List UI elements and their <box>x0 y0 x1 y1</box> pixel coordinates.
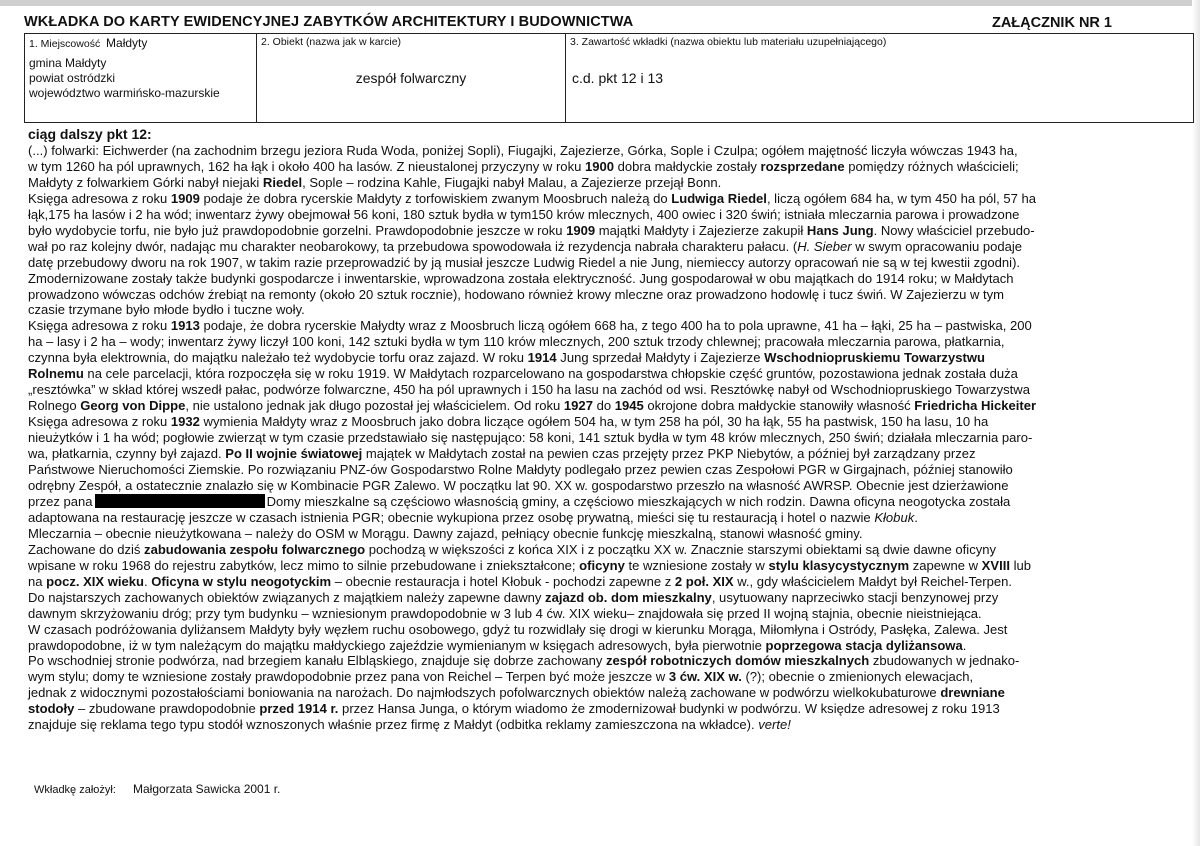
body-line <box>28 255 1172 271</box>
locality-cell <box>25 34 257 122</box>
body-line <box>28 191 1172 207</box>
text-run: Jung sprzedał Małdyty i Zajezierze <box>556 350 765 366</box>
bold-text: zabudowania zespołu folwarcznego <box>144 541 366 557</box>
body-line <box>28 558 1172 574</box>
body-line <box>28 159 1172 175</box>
body-line <box>28 510 1172 526</box>
text-run: Rolnego <box>28 398 81 414</box>
bold-text: 1913 <box>170 318 200 334</box>
text-run: adaptowana na restaurację jeszcze w czasach istnienia PGR; obecnie wykupiona przez osobę prywatną, mieści się tu restauracją i hotel o nazwie <box>28 509 875 525</box>
text-run: Księga adresowa z roku <box>28 190 171 206</box>
text-run: – zbudowane prawdopodobnie <box>74 701 260 717</box>
text-run: czasie trzymane było młode bydło i tuczne woły. <box>28 302 305 318</box>
text-run: (?); obecnie o zmienionych elewacjach, <box>741 669 974 685</box>
scan-right-edge <box>1192 0 1200 846</box>
body-line <box>28 318 1172 334</box>
italic-text: verte! <box>754 717 791 733</box>
text-run: Państwowe Nieruchomości Ziemskie. Po rozwiązaniu PNZ-ów Gospodarstwo Rolne Małdyty podlegało przez pewien czas Zespołowi PGR w Girgajnach, później stanowiło <box>28 462 1013 478</box>
text-run: podaje, że dobra rycerskie Małydty wraz z Moosbruch liczą ogółem 668 ha, z tego 400 ha to pola uprawne, 41 ha – łąki, 25 ha – pastwiska, 200 <box>199 318 1032 334</box>
text-run: pomiędzy różnych właścicieli; <box>844 158 1019 174</box>
body-line <box>28 606 1172 622</box>
bold-text: 1927 <box>563 398 593 414</box>
body-line <box>28 574 1172 590</box>
body-line <box>28 685 1172 701</box>
text-run: , Sople – rodzina Kahle, Fiugajki nabył Malau, a Zajezierze przejął Bonn. <box>302 174 722 190</box>
text-run: „resztówka” w skład której wszedł pałac, podwórze folwarczne, 450 ha pól uprawnych i 150 ha lasu na zachód od wsi. Resztówkę nabył od Wschodniopruskiego Towarzystwa <box>28 382 1030 398</box>
text-run: Zachowane do dziś <box>28 541 145 557</box>
text-run: Domy mieszkalne są częściowo własnością gminy, a częściowo mieszkających w nich rodzin. Dawna oficyna neogotycka została <box>266 493 1011 509</box>
text-run: na cele parcelacji, która rozpoczęła się w roku 1919. W Małdytach rozparcelowano na gospodarstwa chłopskie część gruntów, pozostawiona jednak została duża <box>83 366 1018 382</box>
text-run: W czasach podróżowania dyliżansem Małdyty były węzłem ruchu osobowego, gdyż tu rozwidlały się drogi w kierunku Morąga, Miłomłyna i Ostródy, Pasłęka, Zalewa. Jest <box>28 621 1008 637</box>
bold-text: Oficyna w stylu neogotyckim <box>151 573 332 589</box>
footer <box>34 782 280 796</box>
bold-text: zajazd ob. dom mieszkalny <box>545 589 712 605</box>
text-run: . <box>962 637 967 653</box>
text-run: dobra małdyckie zostały <box>614 158 761 174</box>
text-run: łąk,175 ha lasów i 2 ha wód; inwentarz żywy obejmował 56 koni, 180 sztuk bydła w tym150 krów mlecznych, 400 owiec i 320 świń; istniała mleczarnia parowa i prowadzone <box>28 206 1020 222</box>
text-run: nieużytków i 1 ha wód; pogłowie zwierząt w tym czasie przedstawiało się następująco: 58 koni, 141 sztuk bydła w tym 48 krów mlecznych, 250 świń; działała mleczarnia paro- <box>28 430 1033 446</box>
text-run: znajduje się reklama tego typu stodół wznoszonych właśnie przez firmę z Małdyt (odbitka reklamy zamieszczona na wkładce). <box>28 717 755 733</box>
body-line <box>28 494 1172 510</box>
text-run: zapewne w <box>909 557 982 573</box>
body-line <box>28 590 1172 606</box>
italic-text: H. Sieber <box>797 238 852 254</box>
administrative-location <box>29 56 220 101</box>
body-line <box>28 542 1172 558</box>
body-line <box>28 398 1172 414</box>
footer-author: Małgorzata Sawicka 2001 r. <box>132 782 281 796</box>
text-run: majątki Małdyty i Zajezierze zakupił <box>595 222 807 238</box>
body-line <box>28 622 1172 638</box>
body-line <box>28 334 1172 350</box>
object-value: zespół folwarczny <box>355 70 467 86</box>
bold-text: 1909 <box>170 190 200 206</box>
text-run: . Nowy właściciel przebudo- <box>873 222 1035 238</box>
body-line <box>28 669 1172 685</box>
body-line <box>28 526 1172 542</box>
text-run: było wydobycie torfu, nie było już prawdopodobnie gorzelni. Prawdopodobnie jeszcze w roku <box>28 222 567 238</box>
body-line <box>28 717 1172 733</box>
body-line <box>28 207 1172 223</box>
text-run: – obecnie restauracja i hotel Kłobuk - pochodzi zapewne z <box>331 573 675 589</box>
text-run: pochodzą w większości z końca XIX i z początku XX w. Znacznie starszymi obiektami są dwie dawne oficyny <box>365 541 997 557</box>
text-run: majątek w Małdytach został na pewien czas przejęty przez PKP Niebytów, a później był zarządzany przez <box>362 446 976 462</box>
body-text <box>28 127 1172 733</box>
text-run: . <box>144 573 152 589</box>
body-line <box>28 382 1172 398</box>
bold-text: pocz. XIX wieku <box>46 573 145 589</box>
body-line <box>28 239 1172 255</box>
contents-value: c.d. pkt 12 i 13 <box>572 70 664 86</box>
body-line <box>28 430 1172 446</box>
text-run: Małdyty z folwarkiem Górki nabył niejaki <box>28 174 263 190</box>
bold-text: Riedel <box>262 174 303 190</box>
bold-text: drewniane <box>940 685 1005 701</box>
object-label: 2. Obiekt (nazwa jak w karcie) <box>261 36 402 48</box>
voivodeship: województwo warmińsko-mazurskie <box>29 86 220 100</box>
contents-label: 3. Zawartość wkładki (nazwa obiektu lub materiału uzupełniającego) <box>570 36 887 48</box>
locality-label: 1. Miejscowość <box>29 38 101 50</box>
text-run: na <box>28 573 47 589</box>
footer-label: Wkładkę założył: <box>34 784 116 796</box>
text-run: Mleczarnia – obecnie nieużytkowana – należy do OSM w Morągu. Dawny zajazd, pełniący obecnie funkcję mieszkalną, stanowi własność gminy. <box>28 525 863 541</box>
bold-text: 2 poł. XIX <box>674 573 734 589</box>
body-line <box>28 462 1172 478</box>
bold-text: Ludwiga Riedel <box>671 190 767 206</box>
body-line <box>28 638 1172 654</box>
body-line <box>28 175 1172 191</box>
body-line <box>28 701 1172 717</box>
bold-text: oficyny <box>579 557 625 573</box>
body-line <box>28 653 1172 669</box>
bold-text: stodoły <box>28 701 75 717</box>
body-line <box>28 350 1172 366</box>
text-run: do <box>592 398 615 414</box>
bold-text: poprzegowa stacja dyliżansowa <box>765 637 963 653</box>
body-line <box>28 271 1172 287</box>
redaction-box <box>95 494 265 508</box>
text-run: w., gdy właścicielem Małdyt był Reichel-Terpen. <box>733 573 1013 589</box>
text-run: odrębny Zespół, a ostatecznie znalazło się w Kombinacie PGR Zalewo. W początku lat 90. XX w. gospodarstwo przeszło na własność AWRSP. Obecnie jest dzierżawione <box>28 477 1009 493</box>
bold-text: 1900 <box>584 158 615 174</box>
body-line <box>28 143 1172 159</box>
text-run: datę przebudowy dworu na rok 1907, w takim razie przeprowadzić by ją musiał jeszcze Ludwig Riedel a nie Jung, niemieccy autorzy opracowań nie są w tej kwestii zgodni). <box>28 254 1021 270</box>
body-line <box>28 287 1172 303</box>
section-heading: ciąg dalszy pkt 12: <box>28 126 152 142</box>
text-run: zbudowanych w jednako- <box>869 653 1020 669</box>
bold-text: stylu klasycystycznym <box>768 557 910 573</box>
object-cell <box>257 34 566 122</box>
body-line <box>28 446 1172 462</box>
bold-text: zespół robotniczych domów mieszkalnych <box>606 653 870 669</box>
text-run: wa, płatkarnia, czynny był zajazd. <box>28 446 226 462</box>
text-run: dawnym skrzyżowaniu dróg; przy tym budynku – wzniesionym prawdopodobnie w 3 lub 4 ćw. XIX wieku– znajdowała się przed II wojną stajnia, obecnie nieistniejąca. <box>28 605 982 621</box>
county: powiat ostródzki <box>29 71 116 85</box>
text-run: wymienia Małdyty wraz z Moosbruch jako dobra liczące ogółem 504 ha, w tym 258 ha pól, 30 ha łąk, 55 ha pastwisk, 150 ha lasu, 10 ha <box>199 414 989 430</box>
locality-value: Małdyty <box>106 36 148 50</box>
annex-number: ZAŁĄCZNIK NR 1 <box>991 15 1112 31</box>
scan-top-edge <box>0 0 1200 6</box>
text-run: wpisane w roku 1968 do rejestru zabytków, lecz mimo to silnie przebudowane i zniekształcone; <box>28 557 580 573</box>
text-run: lub <box>1009 557 1031 573</box>
text-run: Zmodernizowane zostały także budynki gospodarcze i inwentarskie, wprowadzona została elektryczność. Jung gospodarował w obu majątkach do 1914 roku; w Małdytach <box>28 270 1014 286</box>
bold-text: 1945 <box>614 398 644 414</box>
bold-text: Po II wojnie światowej <box>225 446 363 462</box>
bold-text: Friedricha Hickeiter <box>914 398 1037 414</box>
body-line <box>28 302 1172 318</box>
text-run: ha – lasy i 2 ha – wody; inwentarz żywy liczył 100 koni, 142 sztuki bydła w tym 110 krów mlecznych, 200 sztuk trzody chlewnej; pracowała mleczarnia parowa, płatkarnia, <box>28 334 1005 350</box>
text-run: (...) folwarki: Eichwerder (na zachodnim brzegu jeziora Ruda Woda, poniżej Sopli), Fiugajki, Zajezierze, Górka, Sople i Czulpa; ogółem majętność liczyła wówczas 1943 ha, <box>28 142 1018 158</box>
text-run: przez Hansa Junga, o którym wiadomo że zmodernizował budynki w podwórzu. W księdze adresowej z roku 1913 <box>338 701 1000 717</box>
text-run: . <box>914 509 918 525</box>
form-header-table <box>24 33 1194 123</box>
bold-text: Wschodniopruskiemu Towarzystwu <box>764 350 985 366</box>
text-run: przez pana <box>28 493 93 509</box>
bold-text: XVIII <box>981 557 1010 573</box>
body-line <box>28 414 1172 430</box>
text-run: Do najstarszych zachowanych obiektów związanych z majątkiem należy zapewne dawny <box>28 589 546 605</box>
bold-text: 1914 <box>527 350 557 366</box>
bold-text: 1909 <box>566 222 596 238</box>
text-run: Po wschodniej stronie podwórza, nad brzegiem kanału Elbląskiego, znajduje się dobrze zachowany <box>28 653 607 669</box>
locality-label-line <box>29 36 147 50</box>
text-run: jednak z widocznymi pozostałościami boniowania na narożach. Do najmłodszych pofolwarcznych obiektów należą zachowane w podwórzu wielkokubaturowe <box>28 685 941 701</box>
contents-cell <box>566 34 1193 122</box>
text-run: w swym opracowaniu podaje <box>851 238 1023 254</box>
text-run: Księga adresowa z roku <box>28 318 171 334</box>
text-run: prawdopodobne, iż w tym należącym do majątku małdyckiego zajeździe wymienianym w księgach adresowych, była pierwotnie <box>28 637 766 653</box>
body-line <box>28 478 1172 494</box>
bold-text: Georg von Dippe <box>80 398 186 414</box>
body-line <box>28 366 1172 382</box>
bold-text: Rolnemu <box>28 366 84 382</box>
text-run: w tym 1260 ha pól uprawnych, 162 ha łąk i około 400 ha lasów. Z nieustalonej przyczyny w roku <box>28 158 585 174</box>
text-run: , liczą ogółem 684 ha, w tym 450 ha pól, 57 ha <box>766 190 1037 206</box>
bold-text: rozsprzedane <box>760 158 845 174</box>
italic-text: Kłobuk <box>874 509 915 525</box>
text-run: prowadzono wówczas odchów źrebiąt na remonty (około 20 sztuk rocznie), hodowano również krowy mleczne oraz prowadzono hodowlę i tucz świń. W Zajezierzu w tym <box>28 286 1005 302</box>
text-run: podaje że dobra rycerskie Małdyty z torfowiskiem zwanym Moosbruch należą do <box>199 190 672 206</box>
text-run: wym stylu; domy te wzniesione zostały prawdopodobnie przez pana von Reichel – Terpen być może jeszcze w <box>28 669 669 685</box>
bold-text: przed 1914 r. <box>259 701 339 717</box>
bold-text: Hans Jung <box>806 222 874 238</box>
text-run: okrojone dobra małdyckie stanowiły własność <box>643 398 915 414</box>
body-line <box>28 223 1172 239</box>
commune: gmina Małdyty <box>29 56 107 70</box>
bold-text: 1932 <box>170 414 200 430</box>
text-run: Księga adresowa z roku <box>28 414 171 430</box>
document-title: WKŁADKA DO KARTY EWIDENCYJNEJ ZABYTKÓW ARCHITEKTURY I BUDOWNICTWA <box>24 14 634 30</box>
text-run: czynna była elektrownia, do majątku należało też wydobycie torfu oraz zajazd. W roku <box>28 350 528 366</box>
text-run: wał po raz kolejny dwór, nadając mu charakter neobarokowy, ta przebudowa spowodowała iż rezydencja nabrała charakteru pałacu. ( <box>28 238 798 254</box>
bold-text: 3 ćw. XIX w. <box>668 669 742 685</box>
text-run: , nie ustalono jednak jak długo pozostał jej właścicielem. Od roku <box>185 398 564 414</box>
text-run: , usytuowany naprzeciwko stacji benzynowej przy <box>711 589 999 605</box>
text-run: te wzniesione zostały w <box>624 557 769 573</box>
